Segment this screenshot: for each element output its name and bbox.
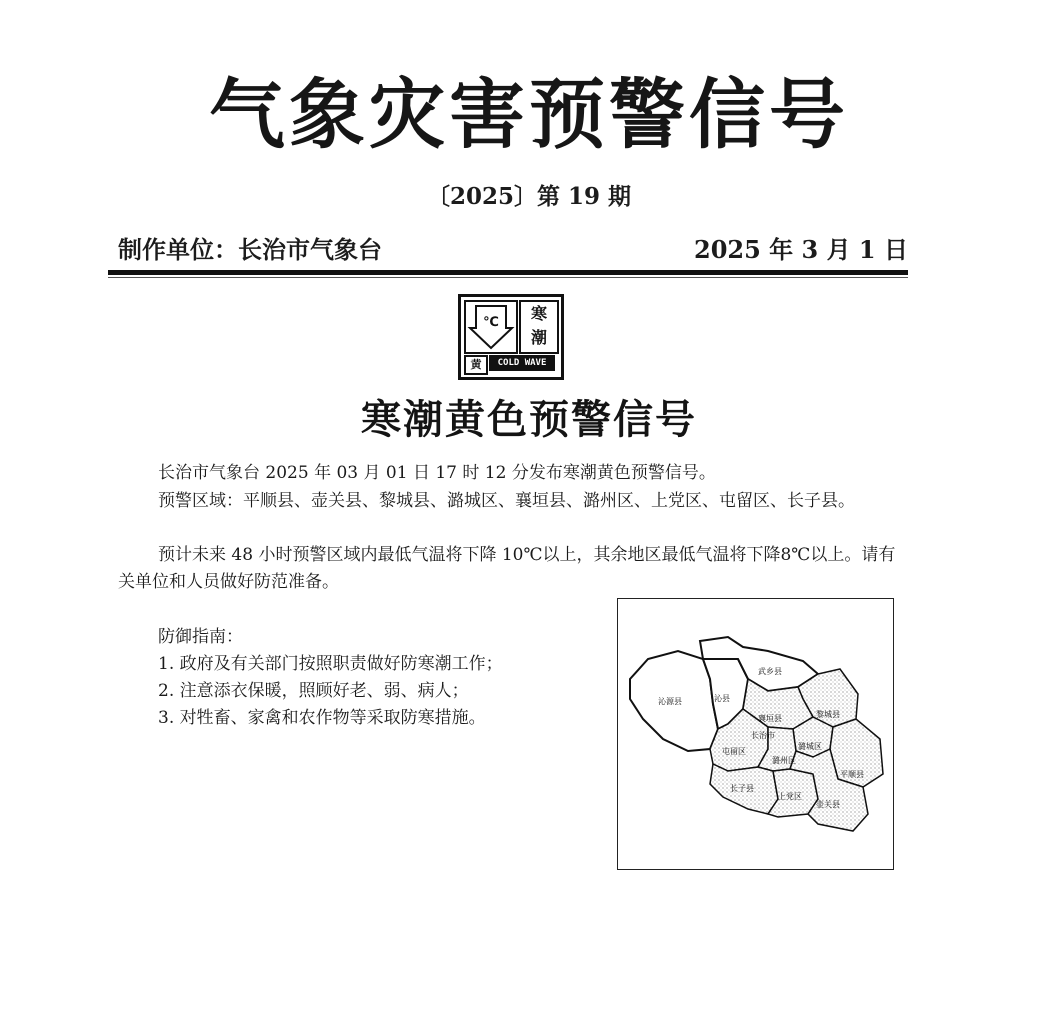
sign-level-char: 黄 [464, 355, 488, 375]
map-label: 潞城区 [798, 742, 822, 751]
warning-forecast-text: 预计未来 48 小时预警区域内最低气温将下降 10℃以上，其余地区最低气温将下降8℃以上。请有关单位和人员做好防范准备。 [118, 545, 896, 592]
bulletin-title: 气象灾害预警信号 [209, 70, 849, 159]
map-label: 武乡县 [758, 667, 782, 676]
header-divider [108, 270, 908, 275]
sign-char-bottom: 潮 [530, 328, 547, 347]
map-label: 上党区 [778, 792, 802, 801]
thermometer-down-icon [464, 300, 518, 354]
issuing-unit: 制作单位：长治市气象台 [118, 236, 382, 264]
sign-english: COLD WAVE [489, 355, 555, 371]
map-label: 黎城县 [816, 710, 840, 719]
issue-number: 〔2025〕第 19 期 [426, 183, 632, 210]
temp-symbol: ℃ [483, 315, 499, 330]
map-label: 潞州区 [772, 756, 796, 765]
guide-heading: 防御指南： [158, 627, 243, 647]
warning-issue-text: 长治市气象台 2025 年 03 月 01 日 17 时 12 分发布寒潮黄色预警信号。 [158, 463, 716, 483]
map-label: 屯留区 [722, 747, 746, 756]
sign-char-top: 寒 [530, 304, 547, 323]
map-label: 襄垣县 [758, 714, 782, 723]
map-label: 平顺县 [840, 770, 864, 779]
header-divider-thin [108, 277, 908, 278]
map-label: 长子县 [730, 784, 754, 793]
warning-area-text: 预警区域：平顺县、壶关县、黎城县、潞城区、襄垣县、潞州区、上党区、屯留区、长子县。 [158, 491, 855, 511]
guide-item: 1. 政府及有关部门按照职责做好防寒潮工作； [158, 654, 503, 674]
map-label: 沁源县 [658, 697, 682, 706]
map-label: 沁县 [714, 694, 730, 703]
warning-area-map [617, 598, 894, 870]
sign-characters [519, 300, 559, 354]
map-label: 长治市 [751, 731, 775, 740]
issue-date: 2025 年 3 月 1 日 [694, 235, 908, 264]
warning-title: 寒潮黄色预警信号 [361, 397, 697, 443]
map-label: 壶关县 [816, 800, 840, 809]
guide-item: 2. 注意添衣保暖，照顾好老、弱、病人； [158, 681, 469, 701]
guide-item: 3. 对牲畜、家禽和农作物等采取防寒措施。 [158, 708, 486, 728]
defense-guide [158, 624, 503, 732]
cold-wave-yellow-sign [458, 294, 564, 380]
